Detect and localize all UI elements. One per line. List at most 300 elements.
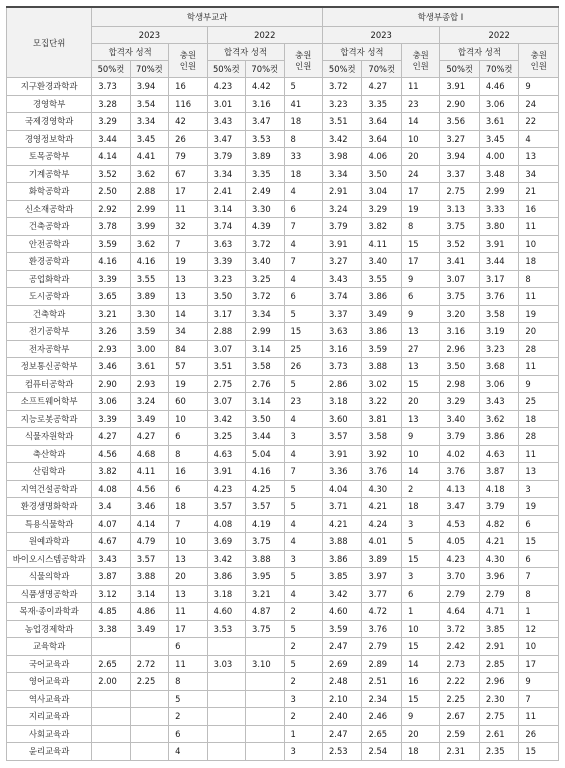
jonghap-2022-cut70-cell: 3.62: [479, 410, 519, 428]
table-row: [7, 725, 559, 743]
dept-name-cell: 지능로봇공학과: [7, 410, 92, 428]
jonghap-2023-capacity-cell: 18: [401, 498, 439, 516]
jonghap-2022-capacity-cell: 11: [519, 708, 559, 726]
gyogwa-2023-capacity-cell: 26: [169, 130, 207, 148]
jonghap-2023-cut50-cell: 3.23: [322, 95, 362, 113]
dept-name-cell: 지역건설공학과: [7, 480, 92, 498]
gyogwa-2022-cut70-cell: 3.35: [246, 165, 284, 183]
gyogwa-2022-capacity-cell: 25: [284, 340, 322, 358]
capacity-label-line2: 인원: [295, 60, 312, 71]
table-row: [7, 445, 559, 463]
gyogwa-2023-capacity-cell: 8: [169, 673, 207, 691]
gyogwa-2022-capacity-cell: 33: [284, 148, 322, 166]
dept-name-cell: 전자공학부: [7, 340, 92, 358]
gyogwa-2022-cut50-cell: 3.53: [207, 620, 245, 638]
jonghap-2022-capacity-cell: 10: [519, 638, 559, 656]
dept-name-cell: 소프트웨어학부: [7, 393, 92, 411]
gyogwa-2022-cut50-cell: 3.17: [207, 305, 245, 323]
table-row: [7, 200, 559, 218]
gyogwa-2022-cut70-cell: 3.14: [246, 393, 284, 411]
gyogwa-2022-cut50-cell: 4.08: [207, 515, 245, 533]
jonghap-2022-cut70-cell: 2.96: [479, 673, 519, 691]
gyogwa-2022-cut70-cell: 3.47: [246, 113, 284, 131]
jonghap-2022-cut50-cell: 2.31: [440, 743, 480, 761]
gyogwa-2022-capacity-cell: 41: [284, 95, 322, 113]
jonghap-2023-cut50-cell: 3.36: [322, 463, 362, 481]
gyogwa-2022-capacity-cell: 2: [284, 603, 322, 621]
dept-column-header: 모집단위: [7, 7, 92, 78]
jonghap-2022-cut50-cell: 3.29: [440, 393, 480, 411]
dept-name-cell: 지리교육과: [7, 708, 92, 726]
gyogwa-2022-capacity-cell: 7: [284, 253, 322, 271]
gyogwa-2022-capacity-cell: 5: [284, 78, 322, 96]
gyogwa-2023-cut70-cell: 3.99: [130, 218, 168, 236]
gyogwa-2022-capacity-cell: 5: [284, 480, 322, 498]
table-row: [7, 568, 559, 586]
gyogwa-2022-capacity-cell: 7: [284, 463, 322, 481]
gyogwa-2023-cut50-cell: 3.12: [92, 585, 130, 603]
gyogwa-2023-capacity-cell: 6: [169, 638, 207, 656]
jonghap-2022-cut70-cell: 2.75: [479, 708, 519, 726]
gyogwa-2022-cut70-cell: 4.16: [246, 463, 284, 481]
table-row: [7, 340, 559, 358]
gyogwa-2023-cut50-cell: 3.38: [92, 620, 130, 638]
gyogwa-2023-cut70-cell: [130, 743, 168, 761]
jonghap-2022-capacity-cell: 7: [519, 690, 559, 708]
gyogwa-2023-cut50-cell: 4.27: [92, 428, 130, 446]
gyogwa-2023-cut50-cell: 2.92: [92, 200, 130, 218]
dept-name-cell: 토목공학부: [7, 148, 92, 166]
jonghap-2023-capacity-cell: 20: [401, 725, 439, 743]
gyogwa-2022-cut50-cell: [207, 725, 245, 743]
gyogwa-2023-cut50-cell: 3.46: [92, 358, 130, 376]
jonghap-2023-cut70-cell: 2.54: [362, 743, 402, 761]
gyogwa-2022-capacity-cell: 23: [284, 393, 322, 411]
gyogwa-2022-cut70-cell: [246, 673, 284, 691]
jonghap-2023-cut70-cell: 4.30: [362, 480, 402, 498]
gyogwa-2022-cut70-cell: [246, 638, 284, 656]
jonghap-2023-cut50-cell: 3.86: [322, 550, 362, 568]
jonghap-2022-capacity-cell: 9: [519, 78, 559, 96]
jonghap-2023-capacity-cell: 15: [401, 690, 439, 708]
capacity-header: [401, 44, 439, 78]
gyogwa-2023-cut70-cell: 3.45: [130, 130, 168, 148]
table-row: [7, 323, 559, 341]
gyogwa-2022-capacity-cell: 5: [284, 655, 322, 673]
gyogwa-2023-cut50-cell: 4.85: [92, 603, 130, 621]
gyogwa-2023-capacity-cell: 10: [169, 410, 207, 428]
capacity-label-line2: 인원: [412, 60, 429, 71]
jonghap-2023-cut70-cell: 3.50: [362, 165, 402, 183]
jonghap-2022-cut50-cell: 2.73: [440, 655, 480, 673]
gyogwa-2022-cut50-cell: 3.34: [207, 165, 245, 183]
jonghap-2022-cut50-cell: 3.70: [440, 568, 480, 586]
gyogwa-2023-capacity-cell: 60: [169, 393, 207, 411]
gyogwa-2023-capacity-cell: 6: [169, 725, 207, 743]
dept-name-cell: 식품생명공학과: [7, 585, 92, 603]
jonghap-2023-cut70-cell: 3.40: [362, 253, 402, 271]
gyogwa-2023-capacity-cell: 13: [169, 288, 207, 306]
jonghap-2022-cut70-cell: 2.99: [479, 183, 519, 201]
jonghap-2022-cut50-cell: 2.25: [440, 690, 480, 708]
jonghap-2023-cut70-cell: 3.82: [362, 218, 402, 236]
table-row: [7, 358, 559, 376]
jonghap-2023-cut70-cell: 2.51: [362, 673, 402, 691]
table-row: [7, 410, 559, 428]
gyogwa-2023-capacity-cell: 116: [169, 95, 207, 113]
jonghap-2023-cut50-cell: 2.40: [322, 708, 362, 726]
year-header-2022-jonghap: 2022: [440, 27, 559, 44]
gyogwa-2023-cut70-cell: 3.94: [130, 78, 168, 96]
jonghap-2023-cut70-cell: 4.27: [362, 78, 402, 96]
gyogwa-2023-cut50-cell: [92, 743, 130, 761]
gyogwa-2023-cut70-cell: 4.68: [130, 445, 168, 463]
gyogwa-2022-cut50-cell: 3.25: [207, 428, 245, 446]
jonghap-2022-cut50-cell: 3.41: [440, 253, 480, 271]
jonghap-2022-cut70-cell: 3.79: [479, 498, 519, 516]
table-row: [7, 253, 559, 271]
admission-results-table: [6, 6, 559, 761]
jonghap-2022-cut70-cell: 3.45: [479, 130, 519, 148]
gyogwa-2022-cut70-cell: 4.19: [246, 515, 284, 533]
jonghap-2022-cut50-cell: 3.75: [440, 288, 480, 306]
jonghap-2023-cut50-cell: 3.71: [322, 498, 362, 516]
jonghap-2022-cut70-cell: 3.48: [479, 165, 519, 183]
gyogwa-2023-cut70-cell: 4.86: [130, 603, 168, 621]
gyogwa-2023-cut50-cell: 4.07: [92, 515, 130, 533]
gyogwa-2022-capacity-cell: 5: [284, 305, 322, 323]
jonghap-2023-capacity-cell: 18: [401, 743, 439, 761]
table-row: [7, 95, 559, 113]
jonghap-2022-capacity-cell: 11: [519, 358, 559, 376]
gyogwa-2022-cut70-cell: 3.53: [246, 130, 284, 148]
jonghap-2023-capacity-cell: 3: [401, 568, 439, 586]
cut50-header: 50%컷: [440, 61, 480, 78]
dept-name-cell: 역사교육과: [7, 690, 92, 708]
gyogwa-2022-cut70-cell: [246, 708, 284, 726]
gyogwa-2023-cut70-cell: 4.41: [130, 148, 168, 166]
dept-name-cell: 도시공학과: [7, 288, 92, 306]
jonghap-2023-cut70-cell: 2.46: [362, 708, 402, 726]
gyogwa-2022-cut70-cell: 3.44: [246, 428, 284, 446]
gyogwa-2022-cut70-cell: 4.87: [246, 603, 284, 621]
jonghap-2023-capacity-cell: 1: [401, 603, 439, 621]
table-row: [7, 620, 559, 638]
jonghap-2022-cut50-cell: 3.94: [440, 148, 480, 166]
gyogwa-2023-capacity-cell: 18: [169, 498, 207, 516]
table-row: [7, 533, 559, 551]
gyogwa-2023-capacity-cell: 13: [169, 550, 207, 568]
jonghap-2023-cut70-cell: 2.89: [362, 655, 402, 673]
jonghap-2023-cut50-cell: 3.63: [322, 323, 362, 341]
jonghap-2023-cut50-cell: 2.48: [322, 673, 362, 691]
gyogwa-2022-cut50-cell: 3.39: [207, 253, 245, 271]
jonghap-2023-cut50-cell: 3.85: [322, 568, 362, 586]
gyogwa-2022-cut50-cell: 3.42: [207, 410, 245, 428]
gyogwa-2023-cut50-cell: 4.08: [92, 480, 130, 498]
dept-name-cell: 환경생명화학과: [7, 498, 92, 516]
cut70-header: 70%컷: [246, 61, 284, 78]
gyogwa-2023-cut70-cell: 3.14: [130, 585, 168, 603]
gyogwa-2022-capacity-cell: 1: [284, 725, 322, 743]
gyogwa-2023-capacity-cell: 11: [169, 655, 207, 673]
gyogwa-2022-cut50-cell: 2.88: [207, 323, 245, 341]
jonghap-2023-capacity-cell: 24: [401, 165, 439, 183]
jonghap-2022-capacity-cell: 12: [519, 620, 559, 638]
jonghap-2022-capacity-cell: 13: [519, 463, 559, 481]
capacity-label-line2: 인원: [530, 60, 547, 71]
jonghap-2022-capacity-cell: 7: [519, 568, 559, 586]
jonghap-2022-cut70-cell: 3.96: [479, 568, 519, 586]
jonghap-2022-cut50-cell: 3.79: [440, 428, 480, 446]
gyogwa-2022-cut50-cell: 3.86: [207, 568, 245, 586]
year-header-2023-gyogwa: 2023: [92, 27, 207, 44]
gyogwa-2023-cut50-cell: 3.39: [92, 410, 130, 428]
jonghap-2023-cut50-cell: 3.74: [322, 288, 362, 306]
jonghap-2022-capacity-cell: 19: [519, 305, 559, 323]
gyogwa-2022-cut70-cell: 4.25: [246, 480, 284, 498]
jonghap-2022-capacity-cell: 13: [519, 148, 559, 166]
dept-name-cell: 국어교육과: [7, 655, 92, 673]
jonghap-2023-cut70-cell: 3.76: [362, 620, 402, 638]
gyogwa-2022-cut50-cell: 3.69: [207, 533, 245, 551]
gyogwa-2023-cut50-cell: 3.26: [92, 323, 130, 341]
gyogwa-2022-capacity-cell: 18: [284, 165, 322, 183]
jonghap-2023-cut70-cell: 4.24: [362, 515, 402, 533]
jonghap-2023-capacity-cell: 23: [401, 95, 439, 113]
jonghap-2023-capacity-cell: 9: [401, 428, 439, 446]
gyogwa-2023-capacity-cell: 10: [169, 533, 207, 551]
gyogwa-2022-cut70-cell: [246, 725, 284, 743]
table-row: [7, 235, 559, 253]
gyogwa-2023-cut50-cell: 2.00: [92, 673, 130, 691]
jonghap-2022-cut50-cell: 2.67: [440, 708, 480, 726]
year-header-2023-jonghap: 2023: [322, 27, 439, 44]
gyogwa-2022-cut70-cell: 3.14: [246, 340, 284, 358]
jonghap-2023-cut50-cell: 3.42: [322, 130, 362, 148]
jonghap-2022-capacity-cell: 8: [519, 270, 559, 288]
jonghap-2022-cut50-cell: 4.13: [440, 480, 480, 498]
jonghap-2023-capacity-cell: 6: [401, 288, 439, 306]
gyogwa-2023-cut70-cell: 4.79: [130, 533, 168, 551]
jonghap-2023-cut50-cell: 3.79: [322, 218, 362, 236]
gyogwa-2022-cut70-cell: 3.72: [246, 235, 284, 253]
gyogwa-2022-capacity-cell: 5: [284, 620, 322, 638]
gyogwa-2022-cut50-cell: 4.63: [207, 445, 245, 463]
jonghap-2022-cut70-cell: 2.61: [479, 725, 519, 743]
jonghap-2023-capacity-cell: 13: [401, 323, 439, 341]
jonghap-2022-cut70-cell: 3.44: [479, 253, 519, 271]
table-row: [7, 130, 559, 148]
jonghap-2023-cut70-cell: 3.49: [362, 305, 402, 323]
dept-name-cell: 신소재공학과: [7, 200, 92, 218]
dept-name-cell: 국제경영학과: [7, 113, 92, 131]
dept-name-cell: 경영정보학과: [7, 130, 92, 148]
jonghap-2022-cut70-cell: 2.30: [479, 690, 519, 708]
jonghap-2023-cut50-cell: 3.73: [322, 358, 362, 376]
gyogwa-2022-cut70-cell: 3.30: [246, 200, 284, 218]
jonghap-2023-capacity-cell: 13: [401, 410, 439, 428]
dept-name-cell: 환경공학과: [7, 253, 92, 271]
gyogwa-2022-capacity-cell: 4: [284, 270, 322, 288]
gyogwa-2022-capacity-cell: 3: [284, 428, 322, 446]
jonghap-2023-capacity-cell: 9: [401, 305, 439, 323]
jonghap-2023-capacity-cell: 14: [401, 655, 439, 673]
jonghap-2023-cut70-cell: 4.21: [362, 498, 402, 516]
gyogwa-2022-capacity-cell: 5: [284, 568, 322, 586]
gyogwa-2023-cut70-cell: [130, 725, 168, 743]
table-row: [7, 603, 559, 621]
jonghap-2022-cut50-cell: 3.13: [440, 200, 480, 218]
jonghap-2022-capacity-cell: 18: [519, 410, 559, 428]
gyogwa-2022-cut50-cell: 3.50: [207, 288, 245, 306]
jonghap-2023-cut50-cell: 2.47: [322, 638, 362, 656]
gyogwa-2023-capacity-cell: 6: [169, 480, 207, 498]
gyogwa-2022-cut70-cell: 4.42: [246, 78, 284, 96]
dept-name-cell: 화학공학과: [7, 183, 92, 201]
jonghap-2023-cut50-cell: 3.42: [322, 585, 362, 603]
jonghap-2022-cut70-cell: 3.19: [479, 323, 519, 341]
gyogwa-2022-cut50-cell: 3.47: [207, 130, 245, 148]
dept-name-cell: 농업경제학과: [7, 620, 92, 638]
jonghap-2022-cut50-cell: 2.96: [440, 340, 480, 358]
gyogwa-2023-cut50-cell: 2.50: [92, 183, 130, 201]
jonghap-2023-cut50-cell: 3.59: [322, 620, 362, 638]
jonghap-2023-cut50-cell: 4.21: [322, 515, 362, 533]
jonghap-2022-cut70-cell: 3.43: [479, 393, 519, 411]
jonghap-2023-cut50-cell: 2.10: [322, 690, 362, 708]
gyogwa-2023-cut70-cell: 3.57: [130, 550, 168, 568]
gyogwa-2023-cut50-cell: 3.65: [92, 288, 130, 306]
jonghap-2023-cut70-cell: 3.81: [362, 410, 402, 428]
gyogwa-2022-capacity-cell: 2: [284, 638, 322, 656]
gyogwa-2022-cut50-cell: 3.01: [207, 95, 245, 113]
dept-name-cell: 축산학과: [7, 445, 92, 463]
jonghap-2023-capacity-cell: 14: [401, 113, 439, 131]
capacity-label-line1: 충원: [412, 49, 429, 60]
jonghap-2023-capacity-cell: 27: [401, 340, 439, 358]
table-row: [7, 673, 559, 691]
admission-results-table-container: [6, 6, 559, 761]
gyogwa-2022-capacity-cell: 3: [284, 690, 322, 708]
jonghap-2022-capacity-cell: 34: [519, 165, 559, 183]
gyogwa-2022-cut70-cell: 3.88: [246, 550, 284, 568]
dept-name-cell: 지구환경과학과: [7, 78, 92, 96]
jonghap-2022-capacity-cell: 19: [519, 498, 559, 516]
jonghap-2022-capacity-cell: 20: [519, 323, 559, 341]
jonghap-2023-cut70-cell: 3.55: [362, 270, 402, 288]
gyogwa-2022-capacity-cell: 26: [284, 358, 322, 376]
gyogwa-2023-cut70-cell: 2.72: [130, 655, 168, 673]
jonghap-2022-cut50-cell: 3.76: [440, 463, 480, 481]
jonghap-2022-capacity-cell: 28: [519, 428, 559, 446]
jonghap-2023-cut50-cell: 3.37: [322, 305, 362, 323]
jonghap-2022-capacity-cell: 3: [519, 480, 559, 498]
gyogwa-2022-capacity-cell: 2: [284, 708, 322, 726]
jonghap-2023-cut50-cell: 3.24: [322, 200, 362, 218]
jonghap-2022-capacity-cell: 21: [519, 183, 559, 201]
gyogwa-2022-cut70-cell: 3.16: [246, 95, 284, 113]
jonghap-2023-capacity-cell: 15: [401, 235, 439, 253]
gyogwa-2023-cut50-cell: 2.90: [92, 375, 130, 393]
table-row: [7, 218, 559, 236]
table-row: [7, 375, 559, 393]
gyogwa-2023-capacity-cell: 67: [169, 165, 207, 183]
gyogwa-2022-capacity-cell: 4: [284, 533, 322, 551]
jonghap-2022-cut70-cell: 3.80: [479, 218, 519, 236]
gyogwa-2022-cut50-cell: 3.74: [207, 218, 245, 236]
table-row: [7, 638, 559, 656]
jonghap-2022-cut50-cell: 4.53: [440, 515, 480, 533]
jonghap-2023-cut50-cell: 3.16: [322, 340, 362, 358]
jonghap-2023-cut50-cell: 3.51: [322, 113, 362, 131]
jonghap-2022-cut50-cell: 3.07: [440, 270, 480, 288]
jonghap-2022-capacity-cell: 10: [519, 235, 559, 253]
gyogwa-2023-cut70-cell: 2.88: [130, 183, 168, 201]
jonghap-2023-cut50-cell: 2.86: [322, 375, 362, 393]
gyogwa-2023-capacity-cell: 11: [169, 603, 207, 621]
cut50-header: 50%컷: [207, 61, 245, 78]
jonghap-2022-cut70-cell: 3.87: [479, 463, 519, 481]
jonghap-2023-cut50-cell: 2.53: [322, 743, 362, 761]
gyogwa-2023-cut50-cell: [92, 725, 130, 743]
gyogwa-2023-cut50-cell: 3.4: [92, 498, 130, 516]
jonghap-2022-cut70-cell: 3.76: [479, 288, 519, 306]
gyogwa-2022-capacity-cell: 6: [284, 288, 322, 306]
jonghap-2023-cut50-cell: 2.47: [322, 725, 362, 743]
jonghap-2023-capacity-cell: 6: [401, 585, 439, 603]
jonghap-2022-cut50-cell: 3.47: [440, 498, 480, 516]
gyogwa-2023-capacity-cell: 17: [169, 183, 207, 201]
gyogwa-2023-capacity-cell: 7: [169, 235, 207, 253]
gyogwa-2023-cut50-cell: 2.93: [92, 340, 130, 358]
gyogwa-2023-cut70-cell: 4.56: [130, 480, 168, 498]
score-header: 합격자 성적: [440, 44, 519, 61]
table-row: [7, 480, 559, 498]
jonghap-2022-capacity-cell: 28: [519, 340, 559, 358]
jonghap-2023-cut50-cell: 2.69: [322, 655, 362, 673]
gyogwa-2022-cut70-cell: 3.34: [246, 305, 284, 323]
jonghap-2022-cut50-cell: 3.20: [440, 305, 480, 323]
jonghap-2023-cut70-cell: 3.76: [362, 463, 402, 481]
jonghap-2022-cut70-cell: 3.68: [479, 358, 519, 376]
table-row: [7, 305, 559, 323]
gyogwa-2023-capacity-cell: 42: [169, 113, 207, 131]
jonghap-2022-cut50-cell: 3.72: [440, 620, 480, 638]
gyogwa-2023-capacity-cell: 32: [169, 218, 207, 236]
gyogwa-2023-capacity-cell: 19: [169, 253, 207, 271]
jonghap-2022-capacity-cell: 26: [519, 725, 559, 743]
jonghap-2023-cut50-cell: 3.27: [322, 253, 362, 271]
dept-name-cell: 목재·종이과학과: [7, 603, 92, 621]
year-header-2022-gyogwa: 2022: [207, 27, 322, 44]
jonghap-2022-cut50-cell: 4.64: [440, 603, 480, 621]
jonghap-2023-capacity-cell: 19: [401, 200, 439, 218]
dept-name-cell: 윤리교육과: [7, 743, 92, 761]
table-row: [7, 515, 559, 533]
jonghap-2022-cut70-cell: 4.18: [479, 480, 519, 498]
group-header-gyogwa: 학생부교과: [92, 7, 323, 27]
gyogwa-2023-cut50-cell: [92, 638, 130, 656]
table-row: [7, 690, 559, 708]
jonghap-2023-cut50-cell: 3.43: [322, 270, 362, 288]
gyogwa-2023-capacity-cell: 34: [169, 323, 207, 341]
jonghap-2023-cut50-cell: 4.04: [322, 480, 362, 498]
jonghap-2023-capacity-cell: 10: [401, 130, 439, 148]
gyogwa-2022-capacity-cell: 3: [284, 743, 322, 761]
gyogwa-2022-cut70-cell: 5.04: [246, 445, 284, 463]
jonghap-2023-cut70-cell: 3.64: [362, 130, 402, 148]
